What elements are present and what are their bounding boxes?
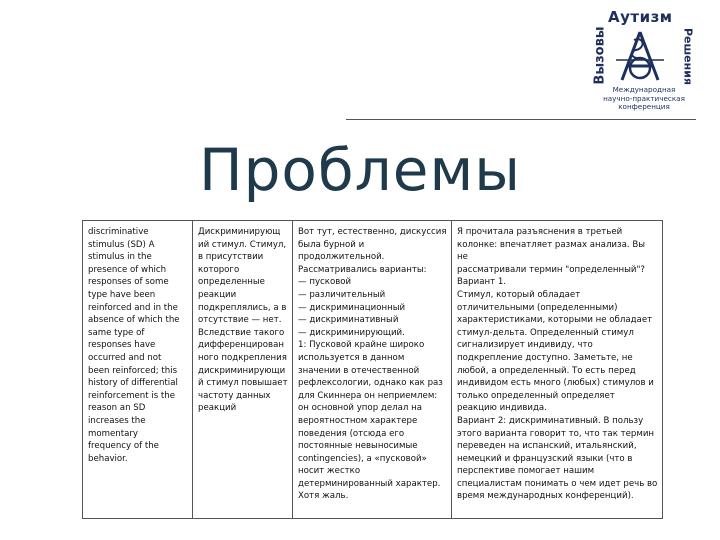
logo-caption: Международная научно-практическая конференция <box>603 85 685 112</box>
logo-text-solutions: Решения <box>681 27 695 86</box>
comparison-table <box>82 220 663 519</box>
table-cell-russian-translation: Дискриминирующ ий стимул. Стимул, в присутствии которого определенные реакции подкреплялись, а в отсутствие — нет. Вследствие такого дифференцирован ного подкрепления дискриминирующи й стимул повышает частоту данных реакций <box>193 221 293 518</box>
logo-emblem-icon <box>614 26 666 86</box>
conference-logo <box>586 6 698 114</box>
table-cell-discussion: Вот тут, естественно, дискуссия была бурной и продолжительной. Рассматривались варианты: — пусковой — различительный — дискриминационный — дискриминативный — дискриминирующий. 1: Пусковой крайне широко используется в данном значении в отечественной рефлексологии, однако как раз для Скиннера он неприемлем: он основной упор делал на вероятностном характере поведения (отсюда его постоянные невыносимые contingencies), а «пусковой» носит жестко детерминированный характер. Хотя жаль. <box>293 221 452 518</box>
logo-text-challenges: Вызовы <box>592 26 608 85</box>
header-divider <box>346 119 696 120</box>
slide-title: Проблемы <box>199 136 521 204</box>
logo-title-autism: Аутизм <box>608 8 673 26</box>
table-cell-english-definition: discriminative stimulus (SD) A stimulus in the presence of which responses of some type have been reinforced and in the absence of which the same type of responses have occurred and not been reinforced; this history of differential reinforcement is the reason an SD increases the momentary frequency of the behavior. <box>83 221 193 518</box>
table-cell-comment: Я прочитала разъяснения в третьей колонке: впечатляет размах анализа. Вы не рассматривали термин "определенный"? Вариант 1. Стимул, который обладает отличительными (определенными) характеристиками, которыми не обладает стимул-дельта. Определенный стимул сигнализирует индивиду, что подкрепление доступно. Заметьте, не любой, а определенный. То есть перед индивидом есть много (любых) стимулов и только определенный определяет реакцию индивида. Вариант 2: дискриминативный. В пользу этого варианта говорит то, что так термин переведен на испанский, итальянский, немецкий и французский языки (что в перспективе помогает нашим специалистам понимать о чем идет речь во время международных конференций). <box>457 227 658 502</box>
